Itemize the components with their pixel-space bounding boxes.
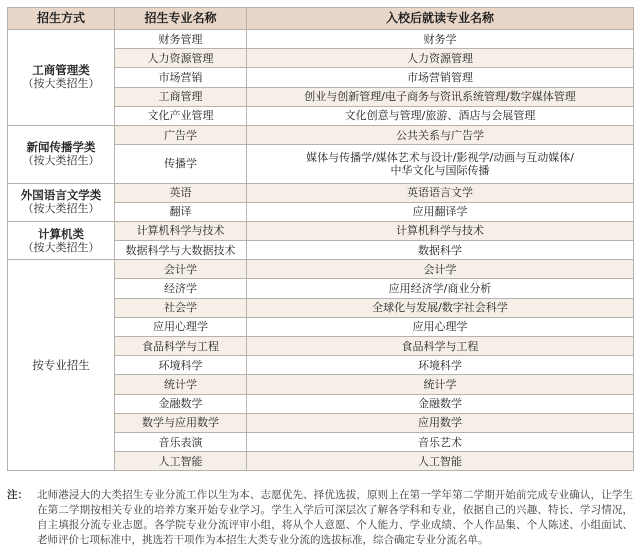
admission-major-cell: 人力资源管理 — [115, 49, 247, 68]
study-major-cell: 音乐艺术 — [247, 432, 634, 451]
admission-method-cell — [8, 260, 115, 471]
header-admission-method: 招生方式 — [8, 8, 115, 30]
table-body — [8, 30, 634, 471]
admission-major-cell: 金融数学 — [115, 394, 247, 413]
category-subtitle: （按大类招生） — [22, 154, 100, 168]
category-subtitle: （按大类招生） — [22, 202, 100, 216]
footnote — [7, 488, 633, 548]
table-row — [8, 30, 634, 49]
category-name: 按专业招生 — [32, 357, 90, 372]
footnote-text: 北师港浸大的大类招生专业分流工作以生为本、志愿优先、择优选拔，原则上在第一学年第二学期开始前完成专业确认，让学生在第二学期按相关专业的培养方案开始专业学习。学生入学后可深层次了解各学科和专业，依据自己的兴趣、特长、学习情况，自主填报分流专业志愿。各学院专业分流评审小组，将从个人意愿、个人能力、学业成绩、个人作品集、个人陈述、小组面试、老师评价七项标准中，挑选若干项作为本招生大类专业分流的选拔标准，综合确定专业分流名单。 — [37, 489, 633, 546]
study-major-cell — [247, 145, 634, 183]
admission-major-cell: 食品科学与工程 — [115, 337, 247, 356]
admission-major-cell: 翻译 — [115, 202, 247, 221]
admission-major-cell: 人工智能 — [115, 452, 247, 471]
admission-majors-table — [7, 7, 634, 471]
table-row — [8, 260, 634, 279]
study-major-cell: 计算机科学与技术 — [247, 221, 634, 240]
study-major-cell: 应用数学 — [247, 413, 634, 432]
admission-major-cell: 统计学 — [115, 375, 247, 394]
category-name: 计算机类 — [38, 226, 84, 241]
admission-major-cell: 会计学 — [115, 260, 247, 279]
admission-method-cell — [8, 221, 115, 259]
category-subtitle: （按大类招生） — [22, 77, 100, 91]
admission-major-cell: 英语 — [115, 183, 247, 202]
admission-major-cell: 经济学 — [115, 279, 247, 298]
study-major-cell: 会计学 — [247, 260, 634, 279]
admission-major-cell: 市场营销 — [115, 68, 247, 87]
admission-method-cell — [8, 125, 115, 183]
admission-method-cell — [8, 30, 115, 126]
study-major-cell: 全球化与发展/数字社会科学 — [247, 298, 634, 317]
header-admission-major: 招生专业名称 — [115, 8, 247, 30]
study-major-cell: 市场营销管理 — [247, 68, 634, 87]
study-major-cell: 公共关系与广告学 — [247, 125, 634, 144]
study-major-cell: 人力资源管理 — [247, 49, 634, 68]
admission-major-cell: 社会学 — [115, 298, 247, 317]
study-major-cell: 创业与创新管理/电子商务与资讯系统管理/数字媒体管理 — [247, 87, 634, 106]
admission-major-cell: 数据科学与大数据技术 — [115, 241, 247, 260]
footnote-label: 注： — [7, 489, 28, 501]
admission-major-cell: 传播学 — [115, 145, 247, 183]
category-name: 工商管理类 — [32, 63, 90, 78]
study-major-cell: 应用经济学/商业分析 — [247, 279, 634, 298]
admission-major-cell: 应用心理学 — [115, 317, 247, 336]
study-major-line: 中华文化与国际传播 — [390, 163, 490, 177]
category-name: 新闻传播学类 — [26, 140, 96, 155]
admission-major-cell: 文化产业管理 — [115, 106, 247, 125]
admission-major-cell: 工商管理 — [115, 87, 247, 106]
study-major-cell: 环境科学 — [247, 356, 634, 375]
study-major-cell: 应用翻译学 — [247, 202, 634, 221]
study-major-cell: 数据科学 — [247, 241, 634, 260]
study-major-cell: 英语语言文学 — [247, 183, 634, 202]
admission-major-cell: 财务管理 — [115, 30, 247, 49]
table-row — [8, 221, 634, 240]
study-major-cell: 金融数学 — [247, 394, 634, 413]
header-study-major: 入校后就读专业名称 — [247, 8, 634, 30]
study-major-cell: 应用心理学 — [247, 317, 634, 336]
table-row — [8, 125, 634, 144]
admission-major-cell: 音乐表演 — [115, 432, 247, 451]
admission-major-cell: 环境科学 — [115, 356, 247, 375]
category-subtitle: （按大类招生） — [22, 240, 100, 254]
study-major-cell: 人工智能 — [247, 452, 634, 471]
study-major-cell: 统计学 — [247, 375, 634, 394]
study-major-cell: 食品科学与工程 — [247, 337, 634, 356]
admission-major-cell: 数学与应用数学 — [115, 413, 247, 432]
admission-major-cell: 广告学 — [115, 125, 247, 144]
study-major-cell: 财务学 — [247, 30, 634, 49]
admission-method-cell — [8, 183, 115, 221]
table-header-row — [8, 8, 634, 30]
study-major-line: 媒体与传播学/媒体艺术与设计/影视学/动画与互动媒体/ — [306, 150, 574, 164]
study-major-cell: 文化创意与管理/旅游、酒店与会展管理 — [247, 106, 634, 125]
table-row — [8, 183, 634, 202]
admission-major-cell: 计算机科学与技术 — [115, 221, 247, 240]
category-name: 外国语言文学类 — [20, 188, 102, 203]
